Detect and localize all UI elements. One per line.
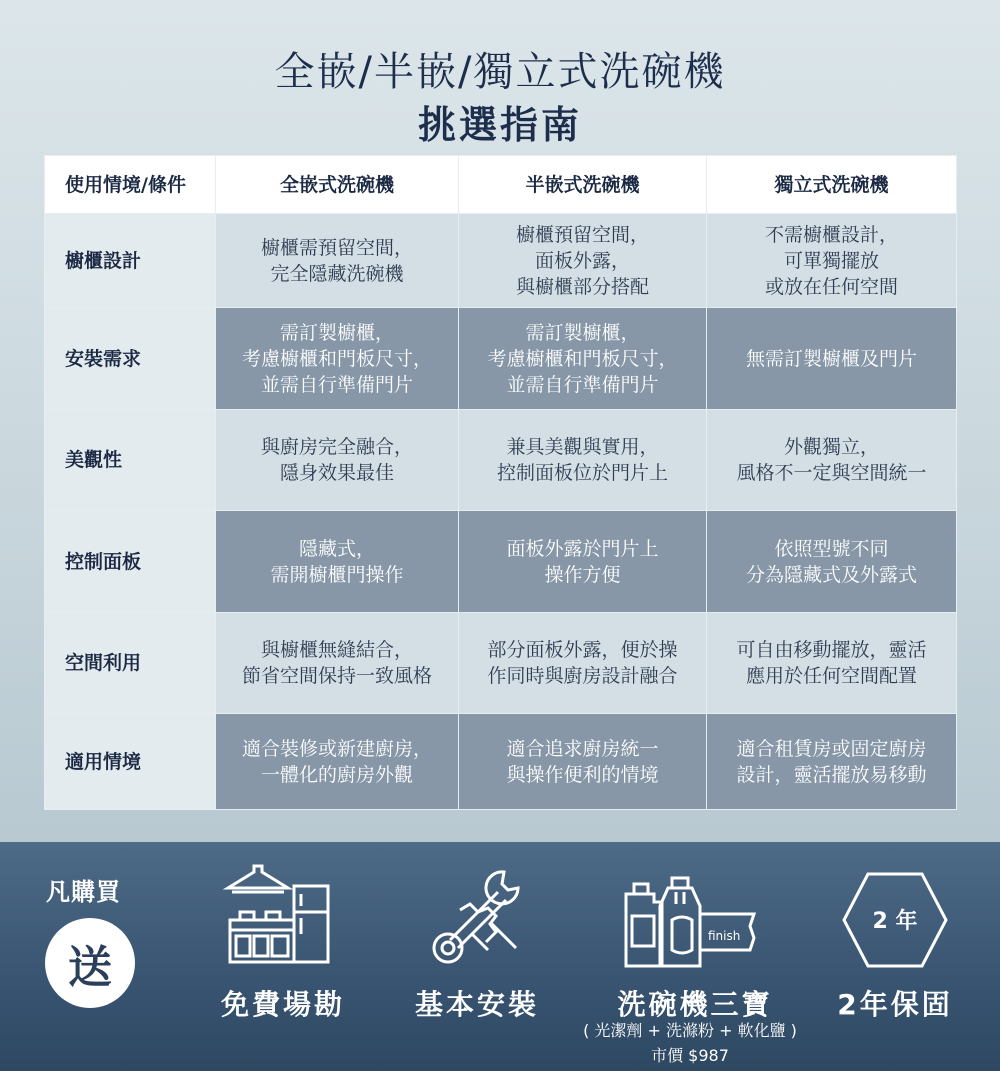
table-header-row (45, 156, 957, 214)
wrench-hand-icon (420, 864, 530, 974)
table-row (45, 511, 957, 613)
finish-logo-text: finish (708, 929, 741, 943)
page-title-line1: 全嵌/半嵌/獨立式洗碗機 (274, 49, 726, 95)
service-label-survey: 免費場勘 (220, 988, 345, 1021)
column-header: 使用情境/條件 (45, 156, 216, 214)
warranty-badge-text: 2 年 (872, 909, 918, 934)
give-label: 送 (68, 942, 112, 993)
table-cell: 櫥櫃需預留空間， 完全隱藏洗碗機 (216, 214, 459, 308)
table-row (45, 214, 957, 308)
row-label: 櫥櫃設計 (45, 214, 216, 308)
table-row (45, 714, 957, 810)
row-label: 適用情境 (45, 714, 216, 810)
bundle-detail: ( 光潔劑 + 洗滌粉 + 軟化鹽 ) (583, 1021, 797, 1040)
table-cell: 櫥櫃預留空間， 面板外露， 與櫥櫃部分搭配 (459, 214, 707, 308)
table-row (45, 308, 957, 410)
bundle-price: 市價 $987 (651, 1046, 729, 1065)
warranty-hexagon-icon (840, 870, 950, 970)
table-cell: 適合租賃房或固定廚房 設計，靈活擺放易移動 (707, 714, 957, 810)
detergent-products-icon (618, 870, 763, 970)
table-cell: 外觀獨立， 風格不一定與空間統一 (707, 410, 957, 511)
table-row (45, 613, 957, 714)
service-label-detergent: 洗碗機三寶 (617, 988, 773, 1021)
table-cell: 適合追求廚房統一 與操作便利的情境 (459, 714, 707, 810)
table-cell: 需訂製櫥櫃， 考慮櫥櫃和門板尺寸， 並需自行準備門片 (216, 308, 459, 410)
table-cell: 無需訂製櫥櫃及門片 (707, 308, 957, 410)
table-cell: 部分面板外露，便於操 作同時與廚房設計融合 (459, 613, 707, 714)
service-label-install: 基本安裝 (414, 988, 539, 1021)
page-title-line2: 挑選指南 (417, 103, 582, 147)
table-cell: 隱藏式， 需開櫥櫃門操作 (216, 511, 459, 613)
buy-label: 凡購買 (46, 878, 121, 906)
table-cell: 可自由移動擺放，靈活 應用於任何空間配置 (707, 613, 957, 714)
row-label: 控制面板 (45, 511, 216, 613)
comparison-table (44, 155, 957, 810)
table-row (45, 410, 957, 511)
table-cell: 依照型號不同 分為隱藏式及外露式 (707, 511, 957, 613)
row-label: 安裝需求 (45, 308, 216, 410)
column-header: 全嵌式洗碗機 (216, 156, 459, 214)
kitchen-icon (222, 860, 334, 970)
table-cell: 適合裝修或新建廚房， 一體化的廚房外觀 (216, 714, 459, 810)
row-label: 空間利用 (45, 613, 216, 714)
table-cell: 與廚房完全融合， 隱身效果最佳 (216, 410, 459, 511)
table-cell: 不需櫥櫃設計， 可單獨擺放 或放在任何空間 (707, 214, 957, 308)
table-cell: 兼具美觀與實用， 控制面板位於門片上 (459, 410, 707, 511)
table-cell: 與櫥櫃無縫結合， 節省空間保持一致風格 (216, 613, 459, 714)
column-header: 獨立式洗碗機 (707, 156, 957, 214)
give-badge (45, 918, 135, 1008)
row-label: 美觀性 (45, 410, 216, 511)
service-label-warranty: 2年保固 (837, 988, 953, 1021)
table-cell: 面板外露於門片上 操作方便 (459, 511, 707, 613)
table-cell: 需訂製櫥櫃， 考慮櫥櫃和門板尺寸， 並需自行準備門片 (459, 308, 707, 410)
column-header: 半嵌式洗碗機 (459, 156, 707, 214)
